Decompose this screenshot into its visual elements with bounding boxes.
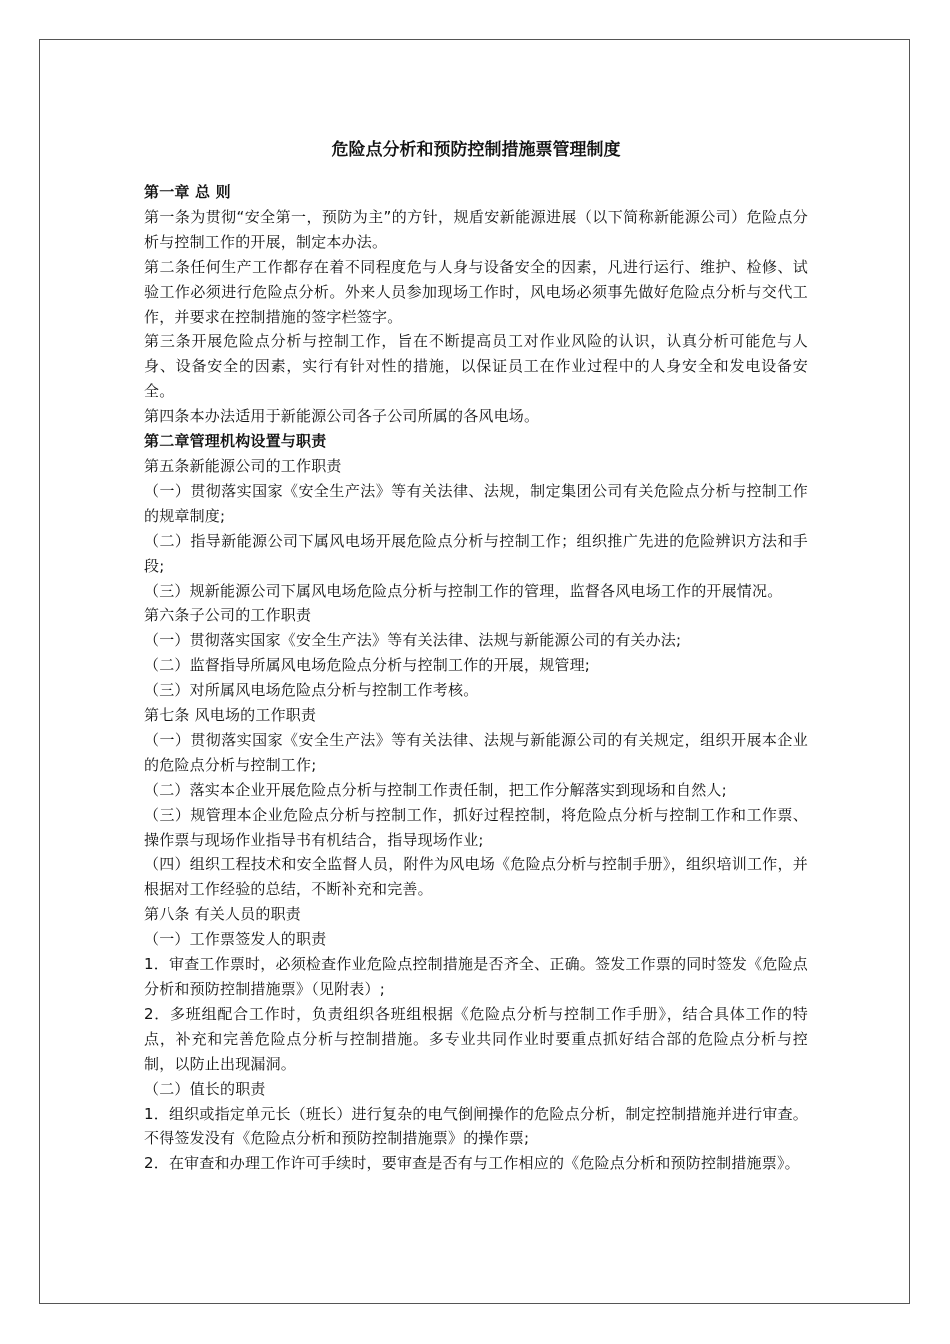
paragraph: （三）规管理本企业危险点分析与控制工作，抓好过程控制，将危险点分析与控制工作和工作票、操作票与现场作业指导书有机结合，指导现场作业; (144, 805, 808, 849)
paragraph: 2．多班组配合工作时，负责组织各班组根据《危险点分析与控制工作手册》，结合具体工作的特点，补充和完善危险点分析与控制措施。多专业共同作业时要重点抓好结合部的危险点分析与控制，以防止出现漏洞。 (144, 1004, 808, 1073)
paragraph: （四）组织工程技术和安全监督人员，附件为风电场《危险点分析与控制手册》，组织培训工作，并根据对工作经验的总结，不断补充和完善。 (144, 855, 808, 899)
paragraph: 第八条 有关人员的职责 (144, 905, 301, 924)
paragraph: （三）规新能源公司下属风电场危险点分析与控制工作的管理，监督各风电场工作的开展情况。 (144, 581, 783, 600)
paragraph: 第二条任何生产工作都存在着不同程度危与人身与设备安全的因素，凡进行运行、维护、检修、试验工作必须进行危险点分析。外来人员参加现场工作时，风电场必须事先做好危险点分析与交代工作，并要求在控制措施的签字栏签字。 (144, 257, 808, 326)
paragraph-list (144, 180, 808, 1176)
paragraph: 1．审查工作票时，必须检查作业危险点控制措施是否齐全、正确。签发工作票的同时签发《危险点分析和预防控制措施票》（见附表）; (144, 955, 808, 998)
paragraph: （二）落实本企业开展危险点分析与控制工作责任制，把工作分解落实到现场和自然人; (144, 780, 727, 799)
document-body (144, 128, 808, 1176)
paragraph: （一）贯彻落实国家《安全生产法》等有关法律、法规与新能源公司的有关办法; (144, 631, 682, 650)
paragraph: 第五条新能源公司的工作职责 (144, 456, 342, 475)
paragraph: （二）指导新能源公司下属风电场开展危险点分析与控制工作；组织推广先进的危险辨识方法和手段; (144, 531, 808, 575)
paragraph: 第四条本办法适用于新能源公司各子公司所属的各风电场。 (144, 407, 540, 426)
chapter-heading: 第一章 总 则 (144, 183, 231, 201)
paragraph: 第六条子公司的工作职责 (144, 606, 312, 625)
paragraph: 2．在审查和办理工作许可手续时，要审查是否有与工作相应的《危险点分析和预防控制措施票》。 (144, 1154, 800, 1173)
paragraph: （一）贯彻落实国家《安全生产法》等有关法律、法规与新能源公司的有关规定，组织开展本企业的危险点分析与控制工作; (144, 730, 808, 774)
paragraph: （二）值长的职责 (144, 1079, 266, 1098)
paragraph: 第七条 风电场的工作职责 (144, 706, 317, 725)
document-title: 危险点分析和预防控制措施票管理制度 (331, 140, 621, 160)
paragraph: 1．组织或指定单元长（班长）进行复杂的电气倒闸操作的危险点分析，制定控制措施并进行审查。不得签发没有《危险点分析和预防控制措施票》的操作票; (144, 1104, 808, 1148)
paragraph: （一）工作票签发人的职责 (144, 930, 327, 949)
paragraph: 第三条开展危险点分析与控制工作，旨在不断提高员工对作业风险的认识，认真分析可能危与人身、设备安全的因素，实行有针对性的措施，以保证员工在作业过程中的人身安全和发电设备安全。 (144, 332, 808, 401)
chapter-heading: 第二章管理机构设置与职责 (144, 432, 327, 451)
paragraph: （一）贯彻落实国家《安全生产法》等有关法律、法规，制定集团公司有关危险点分析与控制工作的规章制度; (144, 481, 808, 525)
paragraph: （二）监督指导所属风电场危险点分析与控制工作的开展，规管理; (144, 656, 591, 675)
paragraph: （三）对所属风电场危险点分析与控制工作考核。 (144, 681, 479, 700)
paragraph: 第一条为贯彻“安全第一，预防为主”的方针，规盾安新能源进展（以下简称新能源公司）危险点分析与控制工作的开展，制定本办法。 (144, 207, 808, 251)
